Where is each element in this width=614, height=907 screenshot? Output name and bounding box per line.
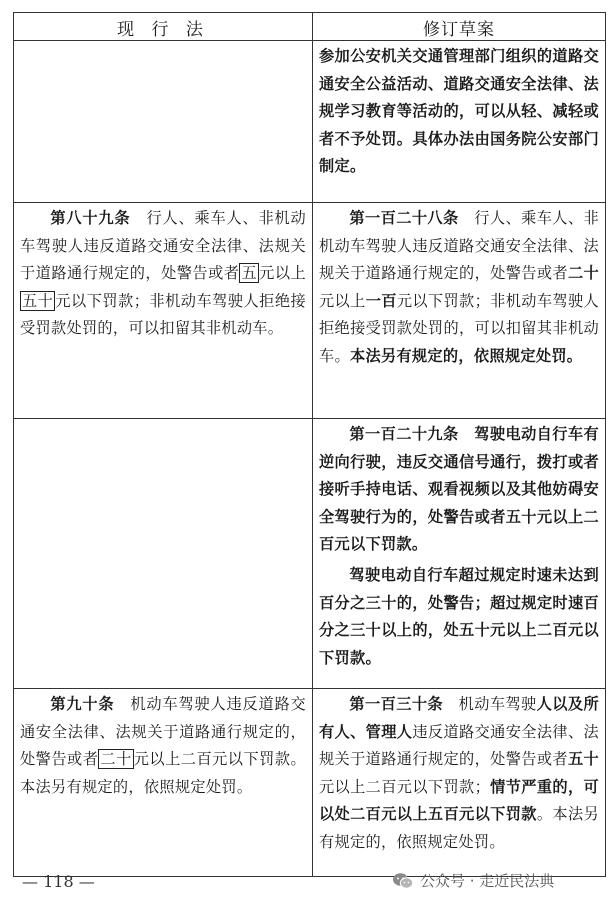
article-text: 违反道路交通安全法律、法规关于道路通行规定的，处警告或者: [319, 722, 599, 769]
added-text: 人以及所有人、管理人: [319, 695, 599, 741]
table-row: [14, 203, 606, 419]
article-text: 。本法另有规定的，依照规定处罚。: [319, 805, 600, 851]
article-text: 元以上二百元以下罚款；: [319, 777, 491, 796]
article-text: 元以下罚款；非机动车驾驶人拒绝接受罚款处罚的，可以扣留其非机动车。: [319, 291, 599, 365]
current-law-cell: [14, 41, 313, 203]
current-law-cell: [14, 689, 313, 877]
article-text: 行人、乘车人、非机动车驾驶人违反道路交通安全法律、法规关于道路通行规定的，处警告或者: [20, 209, 306, 283]
boxed-amount: 五十: [22, 291, 54, 310]
article-text: 行人、乘车人、非机动车驾驶人违反道路交通安全法律、法规关于道路通行规定的，处警告或者: [319, 209, 600, 283]
draft-cell: [313, 41, 606, 203]
changed-amount: 五十: [567, 750, 599, 769]
article-text: 元以上: [259, 264, 306, 283]
draft-paragraph: 驾驶电动自行车超过规定时速未达到百分之三十的，处警告；超过规定时速百分之三十以上的，处五十元以上二百元以下罚款。: [319, 565, 599, 667]
article-text: 机动车驾驶人违反道路交通安全法律、法规关于道路通行规定的，处警告或者: [20, 695, 306, 769]
changed-amount: 二十: [567, 264, 599, 283]
comparison-table: [13, 12, 606, 877]
current-law-cell: [14, 203, 313, 419]
article-number: 第九十条: [50, 695, 115, 713]
header-draft-amendment: 修订草案: [313, 13, 606, 41]
watermark: [392, 870, 554, 891]
article-text: 元以上: [319, 291, 366, 310]
wechat-icon: [392, 872, 414, 890]
article-number: 第一百三十条: [349, 695, 444, 713]
draft-cell: [313, 689, 606, 877]
table-row: [14, 41, 606, 203]
article-text: 元以下罚款；非机动车驾驶人拒绝接受罚款处罚的，可以扣留其非机动车。: [20, 291, 306, 338]
draft-paragraph: 第一百二十九条 驾驶电动自行车有逆向行驶，违反交通信号通行，拨打或者接听手持电话、观看视频以及其他妨碍安全驾驶行为的，处警告或者五十元以上二百元以下罚款。: [319, 425, 599, 554]
added-text: 本法另有规定的，依照规定处罚。: [349, 346, 583, 365]
table-row: [14, 689, 606, 877]
boxed-amount: 二十: [100, 750, 132, 769]
article-number: 第一百二十八条: [349, 209, 459, 227]
header-current-law: 现 行 法: [14, 13, 313, 41]
added-text: 情节严重的，可以处二百元以上五百元以下罚款: [319, 777, 599, 824]
current-law-cell: [14, 419, 313, 689]
article-text: 元以上二百元以下罚款。本法另有规定的，依照规定处罚。: [20, 750, 306, 796]
article-number: 第八十九条: [50, 209, 131, 227]
watermark-text: 公众号 · 走近民法典: [420, 872, 555, 890]
article-text: 机动车驾驶: [443, 695, 537, 713]
boxed-amount: 五: [241, 264, 258, 283]
draft-cell: [313, 203, 606, 419]
page-number: — 118 —: [22, 872, 95, 891]
header-row: [14, 13, 606, 41]
table-row: [14, 419, 606, 689]
draft-cell: [313, 419, 606, 689]
changed-amount: 一百: [365, 291, 397, 310]
draft-text: 参加公安机关交通管理部门组织的道路交通安全公益活动、道路交通安全法律、法规学习教育等活动的，可以从轻、减轻或者不予处罚。具体办法由国务院公安部门制定。: [319, 47, 599, 176]
